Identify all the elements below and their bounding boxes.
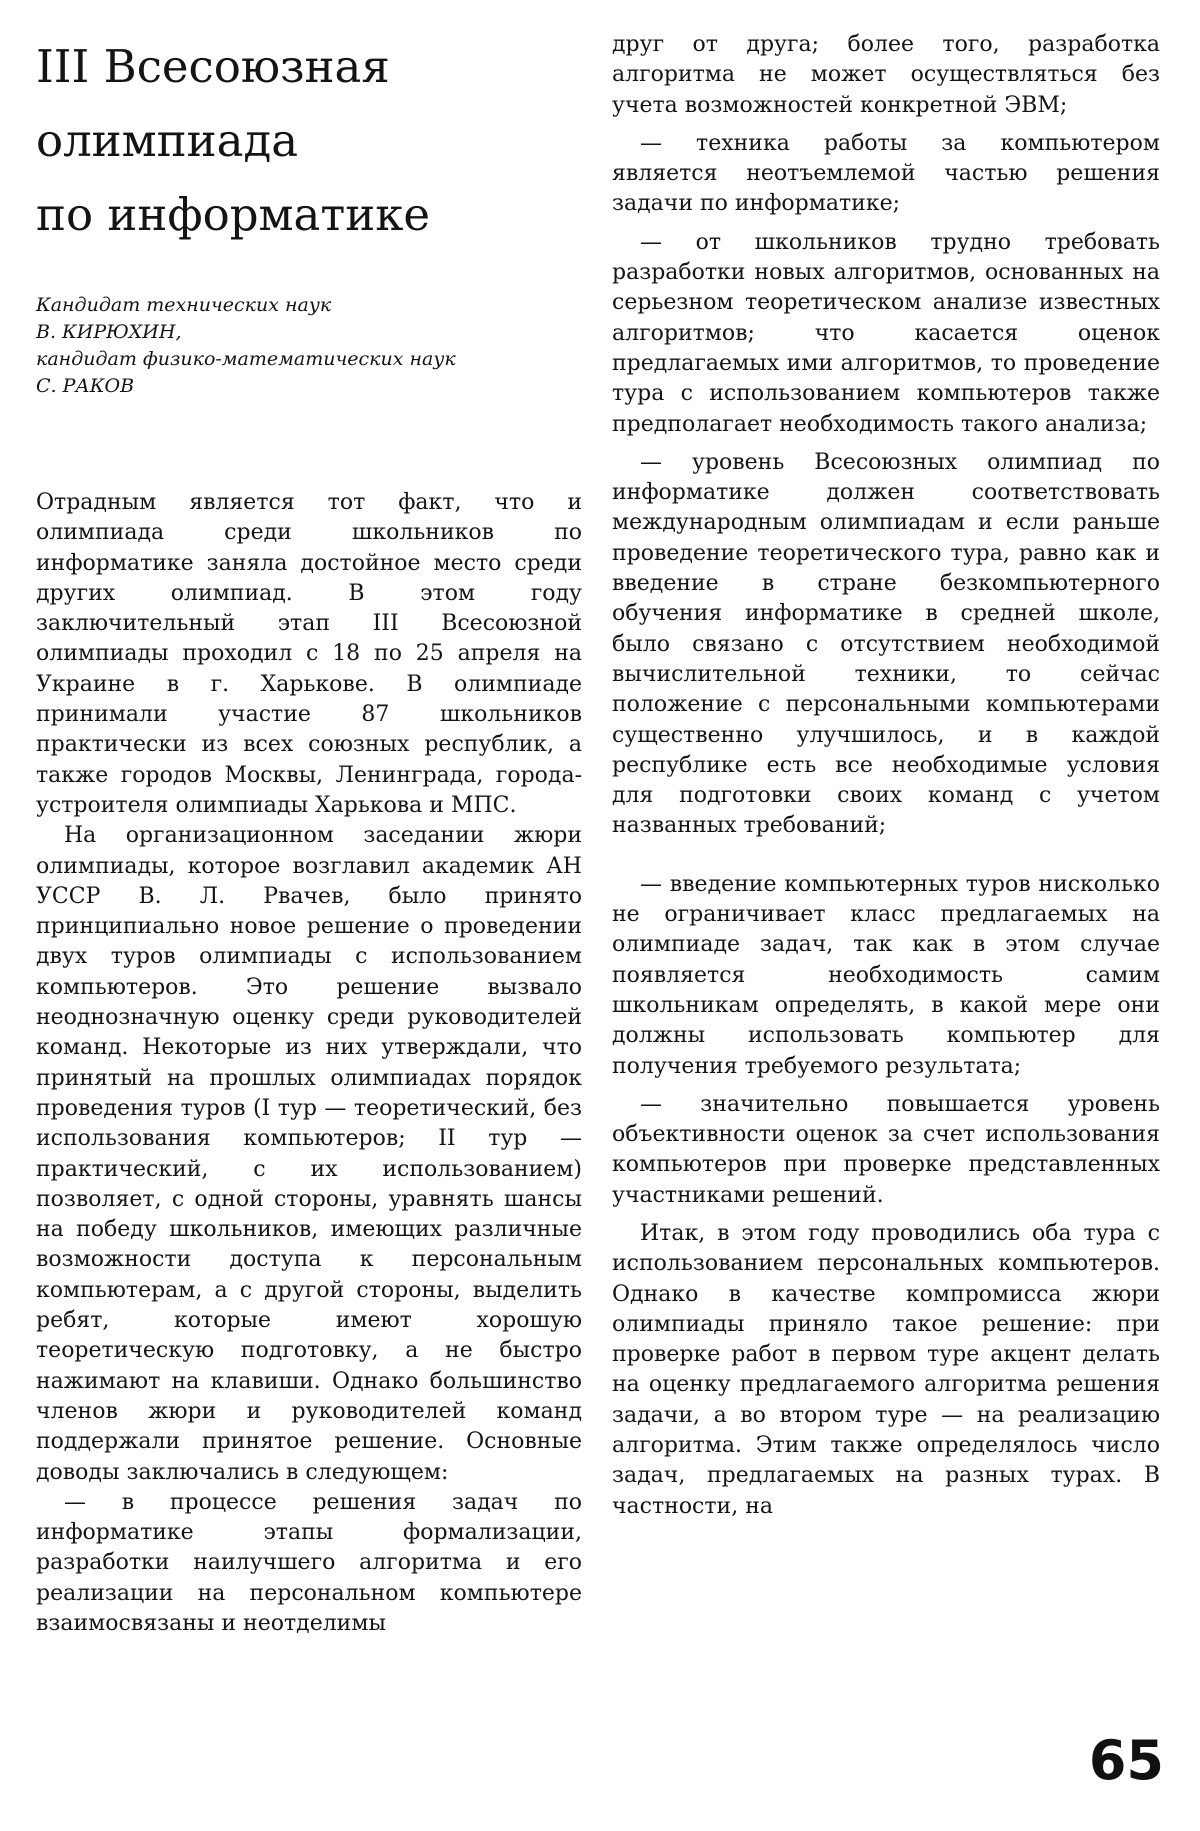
author-line: В. КИРЮХИН, bbox=[36, 321, 182, 343]
paragraph: На организационном заседании жюри олимпиады, которое возглавил академик АН УССР В. Л. Рвачев, было принято принципиально новое решение о проведении двух туров олимпиады с использованием компьютеров. Это решение вызвало неоднозначную оценку среди руководителей команд. Некоторые из них утверждали, что принятый на прошлых олимпиадах порядок проведения туров (I тур — теоретический, без использования компьютеров; II тур — практический, с их использованием) позволяет, с одной стороны, уравнять шансы на победу школьников, имеющих различные возможности доступа к персональным компьютерам, а с другой стороны, выделить ребят, которые имеют хорошую теоретическую подготовку, а не быстро нажимают на клавиши. Однако большинство членов жюри и руководителей команд поддержали принятое решение. Основные доводы заключались в следующем: bbox=[36, 823, 582, 1485]
page-number: 65 bbox=[1088, 1729, 1164, 1792]
author-line: кандидат физико-математических наук bbox=[36, 348, 456, 370]
title-line: III Всесоюзная bbox=[36, 40, 390, 93]
article-authors bbox=[36, 292, 582, 400]
left-column bbox=[36, 30, 582, 1639]
author-line: С. РАКОВ bbox=[36, 375, 135, 397]
paragraph: — техника работы за компьютером является неотъемлемой частью решения задачи по информатике; bbox=[612, 130, 1160, 217]
title-line: по информатике bbox=[36, 188, 430, 241]
paragraph: друг от друга; более того, разработка алгоритма не может осуществляться без учета возможностей конкретной ЭВМ; bbox=[612, 32, 1160, 118]
paragraph: — введение компьютерных туров нисколько не ограничивает класс предлагаемых на олимпиаде задач, так как в этом случае появляется необходимость самим школьникам определять, в какой мере они должны использовать компьютер для получения требуемого результата; bbox=[612, 871, 1160, 1079]
article-title bbox=[36, 30, 582, 252]
paragraph: — уровень Всесоюзных олимпиад по информатике должен соответствовать международным олимпиадам и если раньше проведение теоретического тура, равно как и введение в стране безкомпьютерного обучения информатике в средней школе, было связано с отсутствием необходимой вычислительной техники, то сейчас положение с персональными компьютерами существенно улучшилось, и в каждой республике есть все необходимые условия для подготовки своих команд с учетом названных требований; bbox=[612, 449, 1160, 839]
title-line: олимпиада bbox=[36, 114, 299, 167]
author-line: Кандидат технических наук bbox=[36, 294, 332, 316]
paragraph: Итак, в этом году проводились оба тура с использованием персональных компьютеров. Однако в качестве компромисса жюри олимпиады приняло такое решение: при проверке работ в первом туре акцент делать на оценку предлагаемого алгоритма решения задачи, а во втором туре — на реализацию алгоритма. Этим также определялось число задач, предлагаемых на разных турах. В частности, на bbox=[612, 1220, 1160, 1519]
paragraph: Отрадным является тот факт, что и олимпиада среди школьников по информатике заняла достойное место среди других олимпиад. В этом году заключительный этап III Всесоюзной олимпиады проходил с 18 по 25 апреля на Украине в г. Харькове. В олимпиаде принимали участие 87 школьников практически из всех союзных республик, а также городов Москвы, Ленинграда, города-устроителя олимпиады Харькова и МПС. bbox=[36, 490, 582, 818]
right-column bbox=[612, 30, 1160, 1522]
left-column-text bbox=[36, 488, 582, 1639]
paragraph: — от школьников трудно требовать разработки новых алгоритмов, основанных на серьезном теоретическом анализе известных алгоритмов; что касается оценок предлагаемых ими алгоритмов, то проведение тура с использованием компьютеров также предполагает необходимость такого анализа; bbox=[612, 229, 1160, 437]
paragraph: — значительно повышается уровень объективности оценок за счет использования компьютеров при проверке представленных участниками решений. bbox=[612, 1091, 1160, 1208]
paragraph: — в процессе решения задач по информатике этапы формализации, разработки наилучшего алгоритма и его реализации на персональном компьютере взаимосвязаны и неотделимы bbox=[36, 1489, 582, 1636]
